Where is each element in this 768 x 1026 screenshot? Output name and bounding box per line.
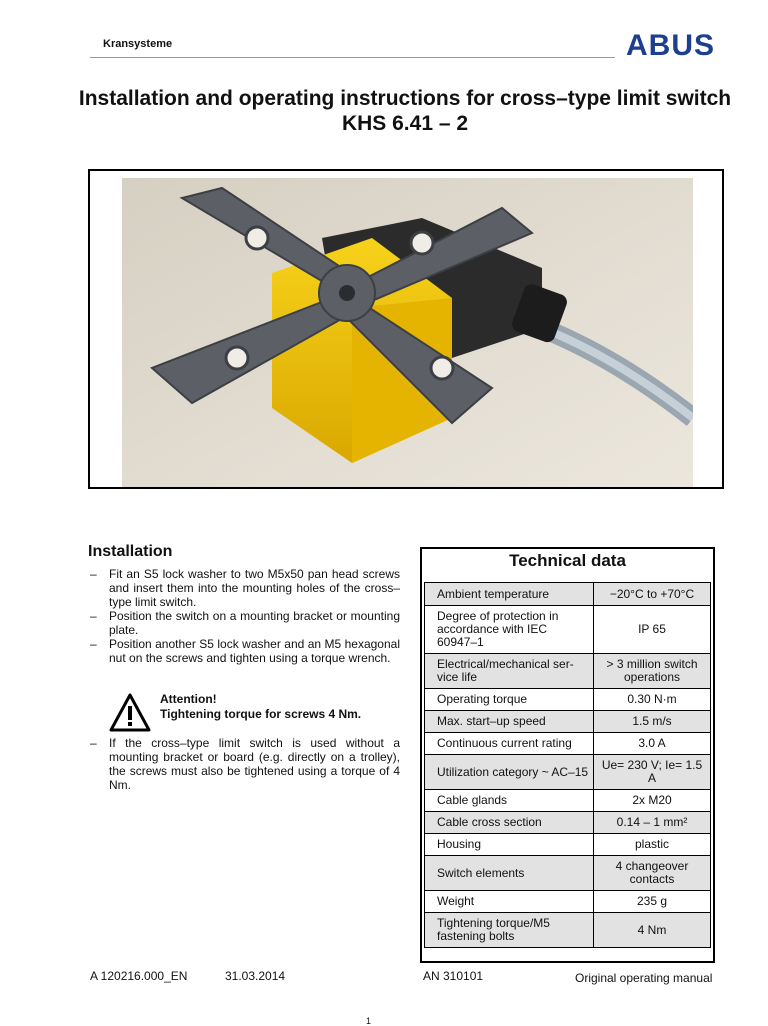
list-item: – Fit an S5 lock washer to two M5x50 pan head screws and insert them into the mounting holes of the cross–type limit switch. [90,567,400,609]
table-row [425,733,711,755]
row-label: Tightening torque/M5 fastening bolts [425,913,594,948]
warning-icon [109,693,151,733]
page-title: Installation and operating instructions for cross–type limit switch KHS 6.41 – 2 [78,87,732,135]
table-row [425,689,711,711]
step-text: Position the switch on a mounting bracket or mounting plate. [109,609,400,637]
row-value: 4 changeover contacts [594,856,711,891]
technical-data-heading: Technical data [509,551,626,570]
installation-final-step [88,736,400,792]
attention-text: Tightening torque for screws 4 Nm. [160,707,362,721]
header-section-label: Kransysteme [103,38,173,50]
row-value: −20°C to +70°C [594,583,711,606]
row-label: Continuous current rating [425,733,594,755]
row-label: Ambient temperature [425,583,594,606]
row-value: 235 g [594,891,711,913]
installation-heading: Installation [88,543,173,560]
row-value: 0.30 N·m [594,689,711,711]
step-text: If the cross–type limit switch is used without a mounting bracket or board (e.g. directly on a trolley), the screws must also be tightened using a torque of 4 Nm. [109,736,400,792]
step-text: Fit an S5 lock washer to two M5x50 pan head screws and insert them into the mounting holes of the cross–type limit switch. [109,567,400,609]
row-label: Operating torque [425,689,594,711]
table-row [425,913,711,948]
table-row [425,606,711,654]
footer-an-number: AN 310101 [423,969,484,983]
list-item: – Position the switch on a mounting bracket or mounting plate. [90,609,400,637]
row-label: Housing [425,834,594,856]
row-value: > 3 million switch operations [594,654,711,689]
header-rule [90,57,615,58]
table-row [425,812,711,834]
row-value: 0.14 – 1 mm² [594,812,711,834]
row-label: Degree of protection in accordance with IEC 60947–1 [425,606,594,654]
footer-manual-label: Original operating manual [575,971,713,985]
page-number: 1 [366,1016,372,1026]
installation-steps [88,567,400,665]
row-label: Weight [425,891,594,913]
step-text: Position another S5 lock washer and an M5 hexagonal nut on the screws and tighten using a torque wrench. [109,637,400,665]
limit-switch-photo [122,178,693,487]
row-value: 1.5 m/s [594,711,711,733]
table-row [425,856,711,891]
technical-data-table [424,582,711,948]
attention-title: Attention! [160,692,217,706]
row-label: Utilization category ~ AC–15 [425,755,594,790]
list-item: – Position another S5 lock washer and an M5 hexagonal nut on the screws and tighten using a torque wrench. [90,637,400,665]
list-item: – If the cross–type limit switch is used without a mounting bracket or board (e.g. directly on a trolley), the screws must also be tightened using a torque of 4 Nm. [90,736,400,792]
table-row [425,654,711,689]
row-value: 2x M20 [594,790,711,812]
row-label: Switch elements [425,856,594,891]
table-row [425,834,711,856]
footer-doc-number: A 120216.000_EN [90,969,188,983]
row-value: IP 65 [594,606,711,654]
abus-logo: ABUS [626,29,716,62]
table-row [425,790,711,812]
row-value: plastic [594,834,711,856]
table-row [425,755,711,790]
row-label: Cable cross section [425,812,594,834]
row-value: 3.0 A [594,733,711,755]
footer-date: 31.03.2014 [225,969,286,983]
table-row [425,891,711,913]
row-value: 4 Nm [594,913,711,948]
table-row [425,711,711,733]
row-label: Max. start–up speed [425,711,594,733]
row-value: Ue= 230 V; Ie= 1.5 A [594,755,711,790]
row-label: Cable glands [425,790,594,812]
table-row [425,583,711,606]
row-label: Electrical/mechanical service life [425,654,594,689]
attention-note [160,692,361,722]
